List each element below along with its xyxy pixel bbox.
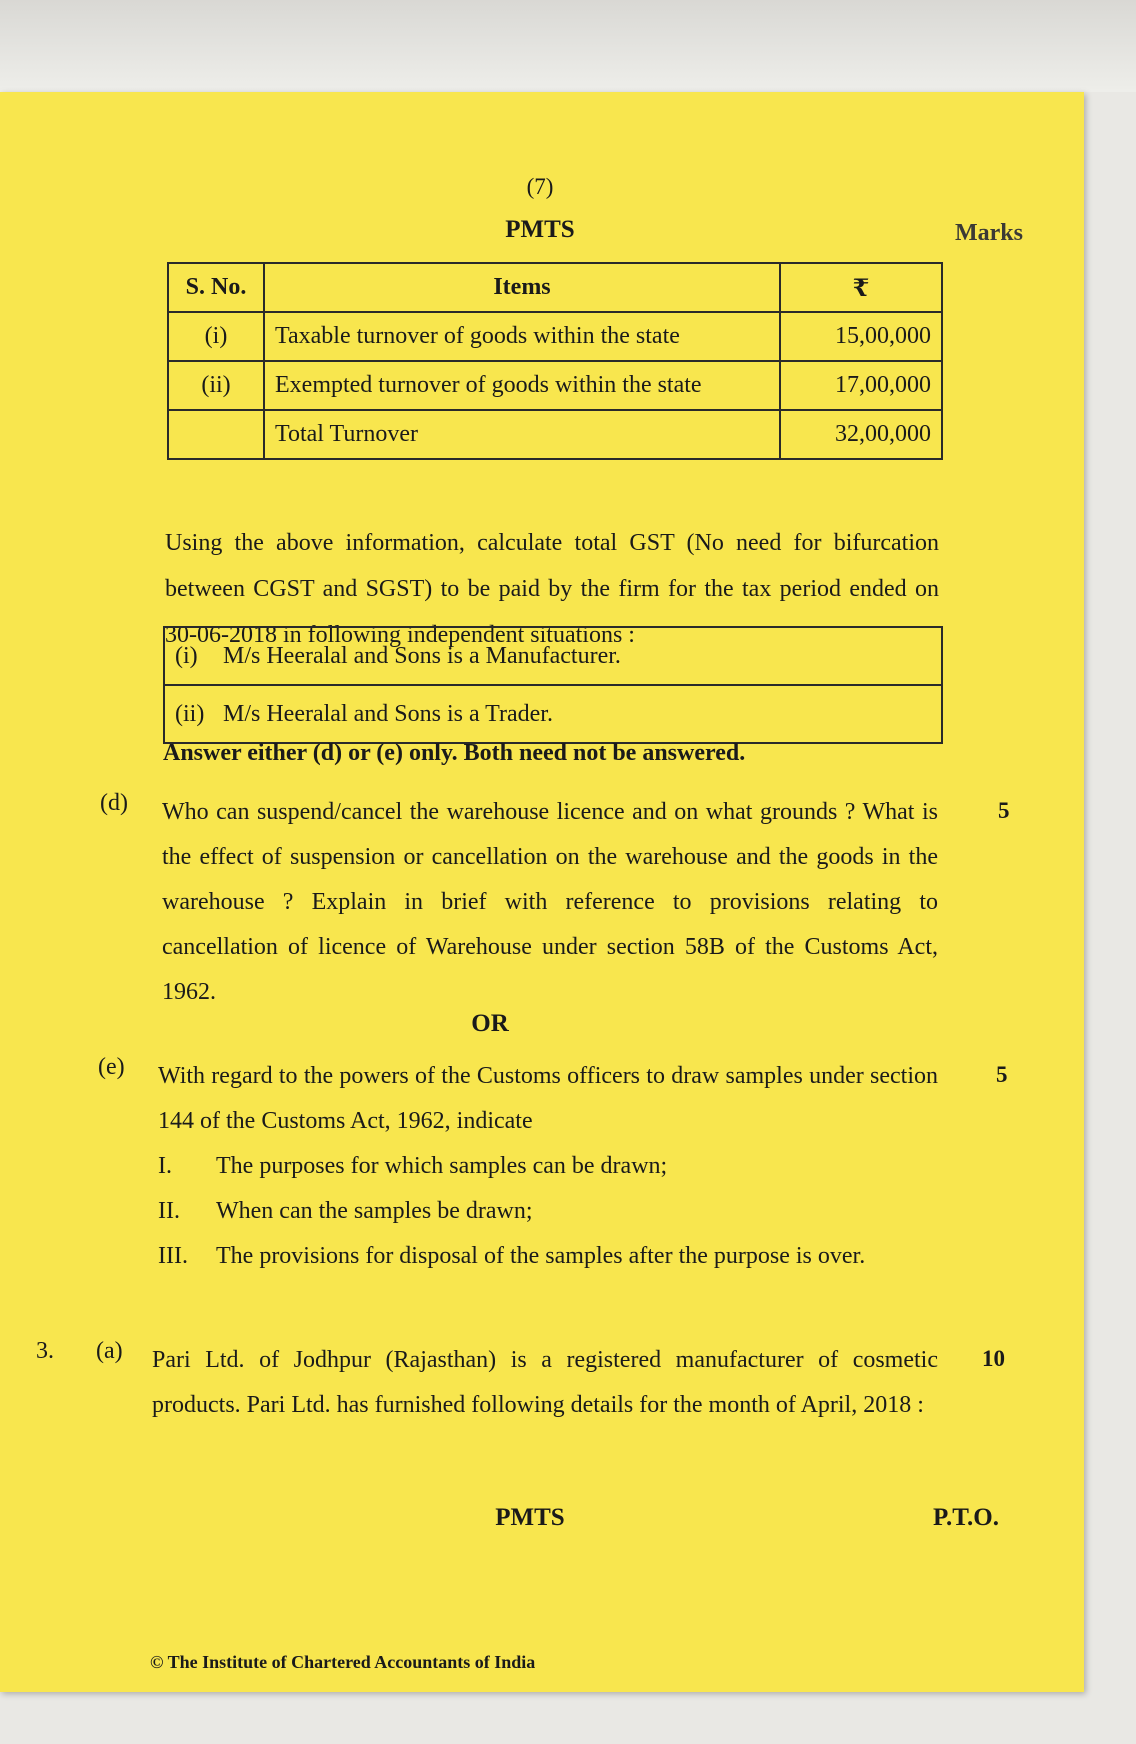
or-separator: OR [471,1010,509,1037]
situation-number: (i) [175,643,198,669]
question-e-text: With regard to the powers of the Customs officers to draw samples under section 144 of the Customs Act, 1962, indicate [158,1063,938,1134]
table-cell-amount: 32,00,000 [780,410,942,459]
situation-text: M/s Heeralal and Sons is a Trader. [223,701,553,727]
question-d-text: Who can suspend/cancel the warehouse licence and on what grounds ? What is the effect of suspension or cancellation on the warehouse and the goods in the warehouse ? Explain in brief with reference to provisions relating to cancellation of licence of Warehouse under section 58B of the Customs Act, 1962. [162,799,938,1005]
table-cell-sno: (i) [168,312,264,361]
table-header-row [168,263,942,312]
question-e-label: (e) [98,1054,125,1080]
exam-page [0,92,1084,1692]
list-item [158,1234,938,1279]
table-header-sno: S. No. [168,263,264,312]
table-row [168,361,942,410]
copyright-notice: © The Institute of Chartered Accountants of India [150,1652,536,1672]
list-item [158,1189,938,1234]
list-item [158,1144,938,1189]
table-cell-item: Exempted turnover of goods within the state [264,361,780,410]
answer-instruction: Answer either (d) or (e) only. Both need not be answered. [163,740,746,766]
list-item-text: When can the samples be drawn; [216,1198,533,1224]
table-header-rupee: ₹ [780,263,942,312]
marks-heading: Marks [955,220,1023,246]
table-row [168,312,942,361]
header-code: PMTS [505,216,575,243]
page-number: (7) [526,174,554,199]
list-item-text: The provisions for disposal of the samples after the purpose is over. [216,1243,866,1269]
pto-label: P.T.O. [933,1504,999,1531]
table-cell-sno: (ii) [168,361,264,410]
list-item-number: III. [158,1243,188,1269]
table-cell-amount: 17,00,000 [780,361,942,410]
table-cell-sno [168,410,264,459]
table-row [168,410,942,459]
situation-row [165,628,941,684]
question-e-marks: 5 [996,1062,1008,1087]
table-cell-item: Taxable turnover of goods within the state [264,312,780,361]
question-e-items [158,1144,938,1279]
situations-box [163,626,943,744]
situation-row [165,684,941,742]
situation-text: M/s Heeralal and Sons is a Manufacturer. [223,643,621,669]
list-item-number: II. [158,1198,180,1224]
table-cell-item: Total Turnover [264,410,780,459]
scan-top-edge [0,0,1136,92]
question-3-number: 3. [36,1338,54,1364]
situation-number: (ii) [175,701,205,727]
table-header-items: Items [264,263,780,312]
question-d-label: (d) [100,790,128,816]
question-3a-label: (a) [96,1338,123,1364]
list-item-text: The purposes for which samples can be drawn; [216,1153,668,1179]
question-paragraph: Using the above information, calculate total GST (No need for bifurcation between CGST and SGST) to be paid by the firm for the tax period ended on 30-06-2018 in following independent situations : [165,530,939,648]
question-3a-text: Pari Ltd. of Jodhpur (Rajasthan) is a registered manufacturer of cosmetic products. Pari Ltd. has furnished following details for the month of April, 2018 : [152,1347,938,1418]
table-cell-amount: 15,00,000 [780,312,942,361]
turnover-table [167,262,943,460]
question-d-marks: 5 [998,798,1010,823]
question-3a-marks: 10 [982,1346,1005,1371]
list-item-number: I. [158,1153,172,1179]
footer-code: PMTS [495,1504,565,1531]
